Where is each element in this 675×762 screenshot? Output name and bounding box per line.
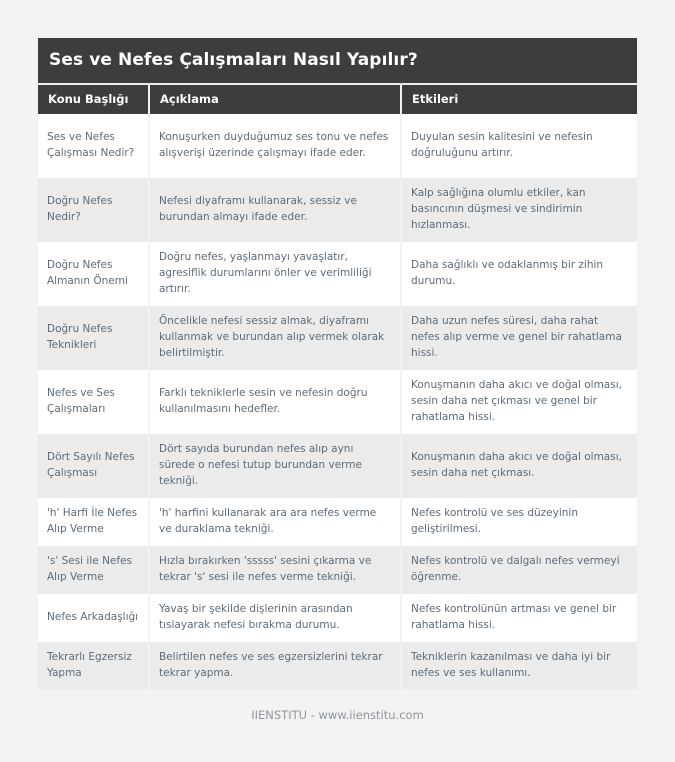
cell-description: Konuşurken duyduğumuz ses tonu ve nefes alışverişi üzerinde çalışmayı ifade eder. bbox=[148, 114, 400, 178]
table-row bbox=[38, 370, 637, 434]
table-row bbox=[38, 594, 637, 642]
content-table-card bbox=[38, 38, 637, 690]
column-header-topic: Konu Başlığı bbox=[48, 92, 129, 106]
cell-description: Doğru nefes, yaşlanmayı yavaşlatır, agresiflik durumlarını önler ve verimliliği artırır. bbox=[148, 242, 400, 306]
cell-topic: Doğru Nefes Teknikleri bbox=[47, 323, 113, 351]
cell-description: 'h' harfini kullanarak ara ara nefes verme ve duraklama tekniği. bbox=[148, 498, 400, 546]
cell-description: Öncelikle nefesi sessiz almak, diyaframı kullanmak ve burundan alıp vermek olarak belirtilmiştir. bbox=[148, 306, 400, 370]
cell-topic: 'h' Harfi İle Nefes Alıp Verme bbox=[47, 507, 138, 535]
table-body bbox=[38, 114, 637, 690]
table-header-row bbox=[38, 83, 637, 114]
cell-effect: Daha uzun nefes süresi, daha rahat nefes alıp verme ve genel bir rahatlama hissi. bbox=[400, 306, 637, 370]
cell-description: Farklı tekniklerle sesin ve nefesin doğru kullanılmasını hedefler. bbox=[148, 370, 400, 434]
table-row bbox=[38, 434, 637, 498]
cell-topic: Doğru Nefes Nedir? bbox=[47, 195, 113, 223]
cell-topic: Tekrarlı Egzersiz Yapma bbox=[47, 651, 132, 679]
cell-effect: Nefes kontrolünün artması ve genel bir rahatlama hissi. bbox=[400, 594, 637, 642]
cell-topic: Dört Sayılı Nefes Çalışması bbox=[47, 451, 135, 479]
cell-description: Dört sayıda burundan nefes alıp aynı sürede o nefesi tutup burundan verme tekniği. bbox=[148, 434, 400, 498]
cell-description: Belirtilen nefes ve ses egzersizlerini tekrar tekrar yapma. bbox=[148, 642, 400, 690]
cell-effect: Tekniklerin kazanılması ve daha iyi bir nefes ve ses kullanımı. bbox=[400, 642, 637, 690]
cell-topic: 's' Sesi ile Nefes Alıp Verme bbox=[47, 555, 133, 583]
cell-effect: Daha sağlıklı ve odaklanmış bir zihin durumu. bbox=[400, 242, 637, 306]
table-row bbox=[38, 546, 637, 594]
column-header-effects: Etkileri bbox=[400, 85, 637, 114]
table-row bbox=[38, 178, 637, 242]
cell-description: Nefesi diyaframı kullanarak, sessiz ve burundan almayı ifade eder. bbox=[148, 178, 400, 242]
column-header-description: Açıklama bbox=[148, 85, 400, 114]
cell-description: Yavaş bir şekilde dişlerinin arasından tıslayarak nefesi bırakma durumu. bbox=[148, 594, 400, 642]
cell-topic: Nefes Arkadaşlığı bbox=[47, 611, 139, 624]
footer-credit: IIENSTITU - www.iienstitu.com bbox=[251, 708, 424, 722]
cell-topic: Nefes ve Ses Çalışmaları bbox=[47, 387, 115, 415]
table-row bbox=[38, 306, 637, 370]
cell-effect: Nefes kontrolü ve ses düzeyinin geliştirilmesi. bbox=[400, 498, 637, 546]
cell-topic: Ses ve Nefes Çalışması Nedir? bbox=[47, 131, 135, 159]
table-row bbox=[38, 498, 637, 546]
cell-description: Hızla bırakırken 'sssss' sesini çıkarma ve tekrar 's' sesi ile nefes verme tekniği. bbox=[148, 546, 400, 594]
cell-effect: Konuşmanın daha akıcı ve doğal olması, sesin daha net çıkması ve genel bir rahatlama hissi. bbox=[400, 370, 637, 434]
table-row bbox=[38, 242, 637, 306]
cell-effect: Konuşmanın daha akıcı ve doğal olması, sesin daha net çıkması. bbox=[400, 434, 637, 498]
cell-effect: Duyulan sesin kalitesini ve nefesin doğruluğunu artırır. bbox=[400, 114, 637, 178]
table-row bbox=[38, 642, 637, 690]
cell-effect: Nefes kontrolü ve dalgalı nefes vermeyi öğrenme. bbox=[400, 546, 637, 594]
cell-effect: Kalp sağlığına olumlu etkiler, kan basıncının düşmesi ve sindirimin hızlanması. bbox=[400, 178, 637, 242]
page-title: Ses ve Nefes Çalışmaları Nasıl Yapılır? bbox=[38, 38, 637, 83]
cell-topic: Doğru Nefes Almanın Önemi bbox=[47, 259, 128, 287]
table-row bbox=[38, 114, 637, 178]
